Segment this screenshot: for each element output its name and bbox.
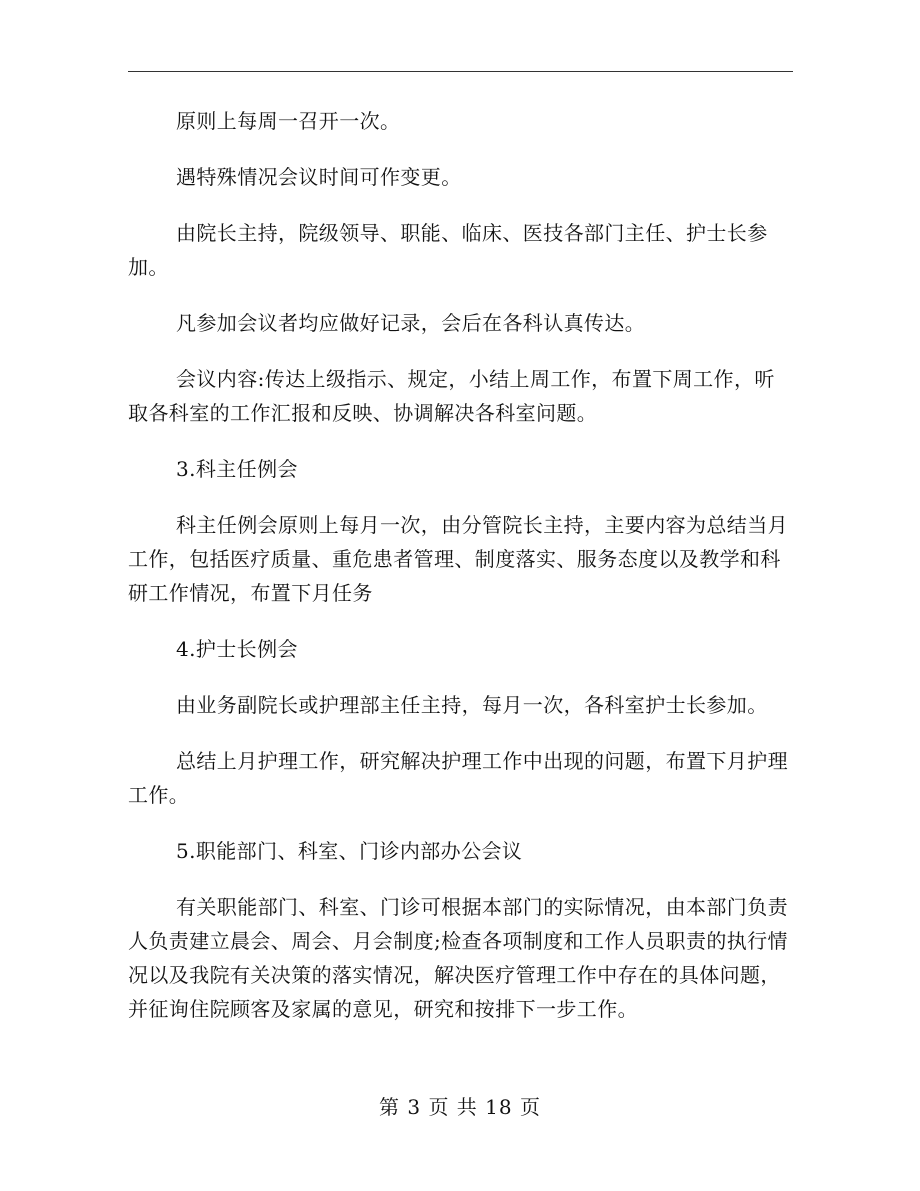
header-rule: [128, 71, 793, 72]
paragraph: 总结上月护理工作，研究解决护理工作中出现的问题，布置下月护理工作。: [128, 749, 788, 807]
paragraph: 由业务副院长或护理部主任主持，每月一次，各科室护士长参加。: [176, 693, 768, 717]
paragraph: 由院长主持，院级领导、职能、临床、医技各部门主任、护士长参加。: [128, 221, 768, 279]
section-heading: 3.科主任例会: [176, 457, 298, 481]
current-page-number: 3: [407, 1095, 422, 1119]
footer-prefix: 第: [379, 1095, 400, 1119]
footer-middle: 页 共: [428, 1095, 478, 1119]
section-heading: 5.职能部门、科室、门诊内部办公会议: [176, 839, 523, 863]
paragraph: 凡参加会议者均应做好记录，会后在各科认真传达。: [176, 311, 646, 335]
paragraph: 会议内容:传达上级指示、规定，小结上周工作，布置下周工作，听取各科室的工作汇报和反映、协调解决各科室问题。: [128, 367, 775, 425]
footer-suffix: 页: [519, 1095, 541, 1119]
document-body: [128, 104, 794, 1048]
page-number-footer: [0, 1093, 920, 1121]
paragraph: 科主任例会原则上每月一次，由分管院长主持，主要内容为总结当月工作，包括医疗质量、重危患者管理、制度落实、服务态度以及教学和科研工作情况，布置下月任务: [128, 513, 788, 605]
paragraph: 原则上每周一召开一次。: [176, 109, 401, 133]
section-heading: 4.护士长例会: [176, 637, 298, 661]
paragraph: 有关职能部门、科室、门诊可根据本部门的实际情况，由本部门负责人负责建立晨会、周会、月会制度;检查各项制度和工作人员职责的执行情况以及我院有关决策的落实情况，解决医疗管理工作中存在的具体问题，并征询住院顾客及家属的意见，研究和按排下一步工作。: [128, 895, 788, 1021]
paragraph: 遇特殊情况会议时间可作变更。: [176, 165, 462, 189]
total-pages-number: 18: [485, 1095, 513, 1119]
